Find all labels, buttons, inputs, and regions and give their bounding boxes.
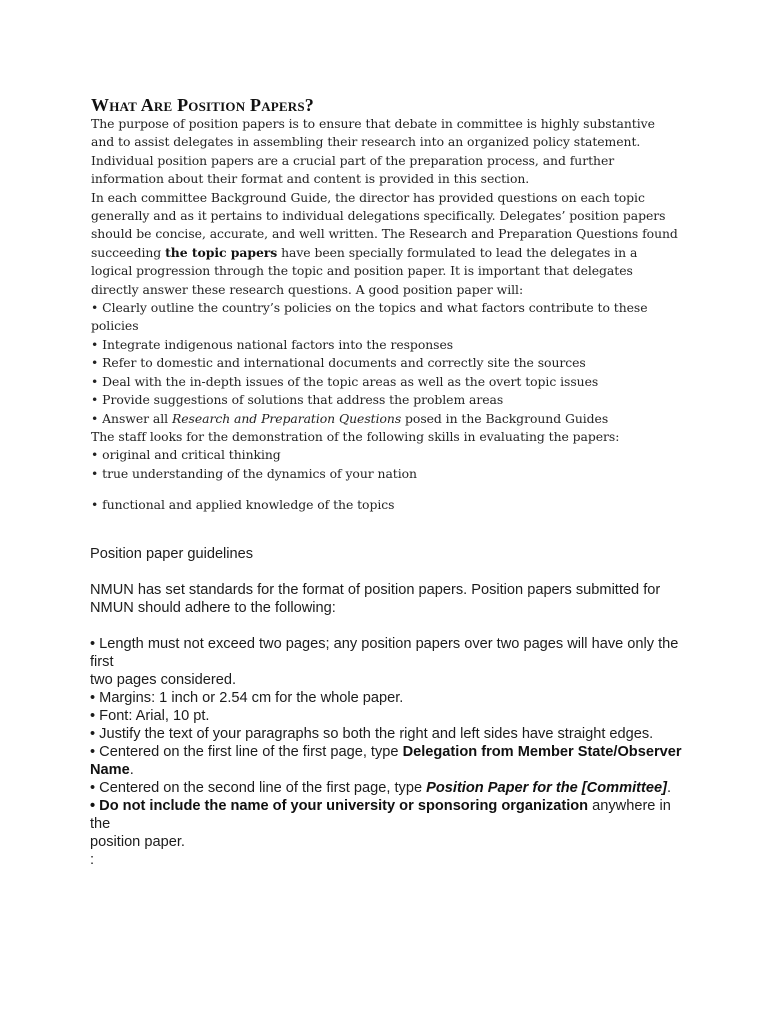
list-item-text: Integrate indigenous national factors into the responses [102,336,454,352]
list-item [91,354,681,372]
guideline-length-continuation: two pages considered. [90,672,237,688]
guidelines-title: Position paper guidelines [90,546,254,562]
guidelines-intro: NMUN has set standards for the format of position papers. Position papers submitted for NMUN should adhere to the following: [90,582,661,616]
good-paper-list [91,299,681,428]
research-questions-emphasis: Research and Preparation Questions [171,410,402,426]
skills-list [91,446,681,514]
intro-paragraph: The purpose of position papers is to ensure that debate in committee is highly substantive and to assist delegates in assembling their research into an organized policy statement. Individual position papers are a crucial part of the preparation process, and further information about their format and content is provided in this section. [91,116,655,187]
guideline-no-university-continuation: position paper. [90,834,185,850]
guide-paragraph [91,189,681,299]
guideline-text: • Centered on the second line of the first page, type [90,780,427,796]
bullet-glyph: • [91,410,99,426]
list-item [91,496,681,514]
guideline-margins: • Margins: 1 inch or 2.54 cm for the whole paper. [90,690,404,706]
guideline-first-line [90,743,690,779]
list-item-text: true understanding of the dynamics of your nation [102,465,417,481]
list-item [91,410,681,428]
list-item-text: Answer all [102,410,172,426]
bullet-glyph: • [91,465,99,481]
position-papers-section [91,95,681,515]
list-item [91,336,681,354]
bullet-glyph: • [91,355,99,371]
list-item-text: Refer to domestic and international documents and correctly site the sources [102,355,586,371]
bullet-glyph: • [91,373,99,389]
staff-line: The staff looks for the demonstration of the following skills in evaluating the papers: [91,428,620,444]
bullet-glyph: • [91,300,99,316]
list-item [91,391,681,409]
list-item [91,299,681,317]
list-item-text: Provide suggestions of solutions that address the problem areas [102,392,504,408]
guide-paragraph-text: In each committee Background Guide, the director has provided questions on each topic generally and as it pertains to individual delegations specifically. Delegates’ position papers should be concise, accurate, and well written. The Research and Preparation Questions found succeeding [91,189,678,260]
guideline-justify: • Justify the text of your paragraphs so both the right and left sides have straight edges. [90,726,654,742]
guideline-text-end: anywhere in the [90,798,671,832]
bullet-glyph: • [91,497,99,513]
no-university-emphasis: • Do not include the name of your university or sponsoring organization [90,798,589,814]
bullet-glyph: • [91,447,99,463]
guideline-length: • Length must not exceed two pages; any position papers over two pages will have only the first [90,636,679,670]
guidelines-section [90,545,690,869]
list-item-text-end: posed in the Background Guides [401,410,609,426]
list-item-text: functional and applied knowledge of the topics [102,497,395,513]
guideline-text-end: . [666,780,672,796]
delegation-name-emphasis: Delegation from Member State/Observer Name [90,744,682,778]
list-item-text: policies [91,318,139,334]
list-item [91,465,681,483]
list-item [91,446,681,464]
list-item-text: Deal with the in-depth issues of the topic areas as well as the overt topic issues [102,373,599,389]
list-item-text: Clearly outline the country’s policies on the topics and what factors contribute to these [102,300,648,316]
topic-papers-emphasis: the topic papers [165,244,278,260]
section-heading: What Are Position Papers? [91,95,315,115]
guideline-text-end: . [129,762,134,778]
guideline-font: • Font: Arial, 10 pt. [90,708,210,724]
list-item-continuation [91,317,681,335]
guideline-text: • Centered on the first line of the first page, type [90,744,403,760]
committee-title-emphasis: Position Paper for the [Committee] [426,780,667,796]
trailing-colon: : [90,852,95,868]
list-item [91,373,681,391]
guideline-second-line [90,779,690,797]
bullet-glyph: • [91,336,99,352]
guideline-no-university [90,797,690,833]
list-item-text: original and critical thinking [102,447,281,463]
guide-paragraph-text-end: have been specially formulated to lead the delegates in a logical progression through the topic and position paper. It is important that delegates directly answer these research questions. A good position paper will: [91,244,638,297]
bullet-glyph: • [91,392,99,408]
